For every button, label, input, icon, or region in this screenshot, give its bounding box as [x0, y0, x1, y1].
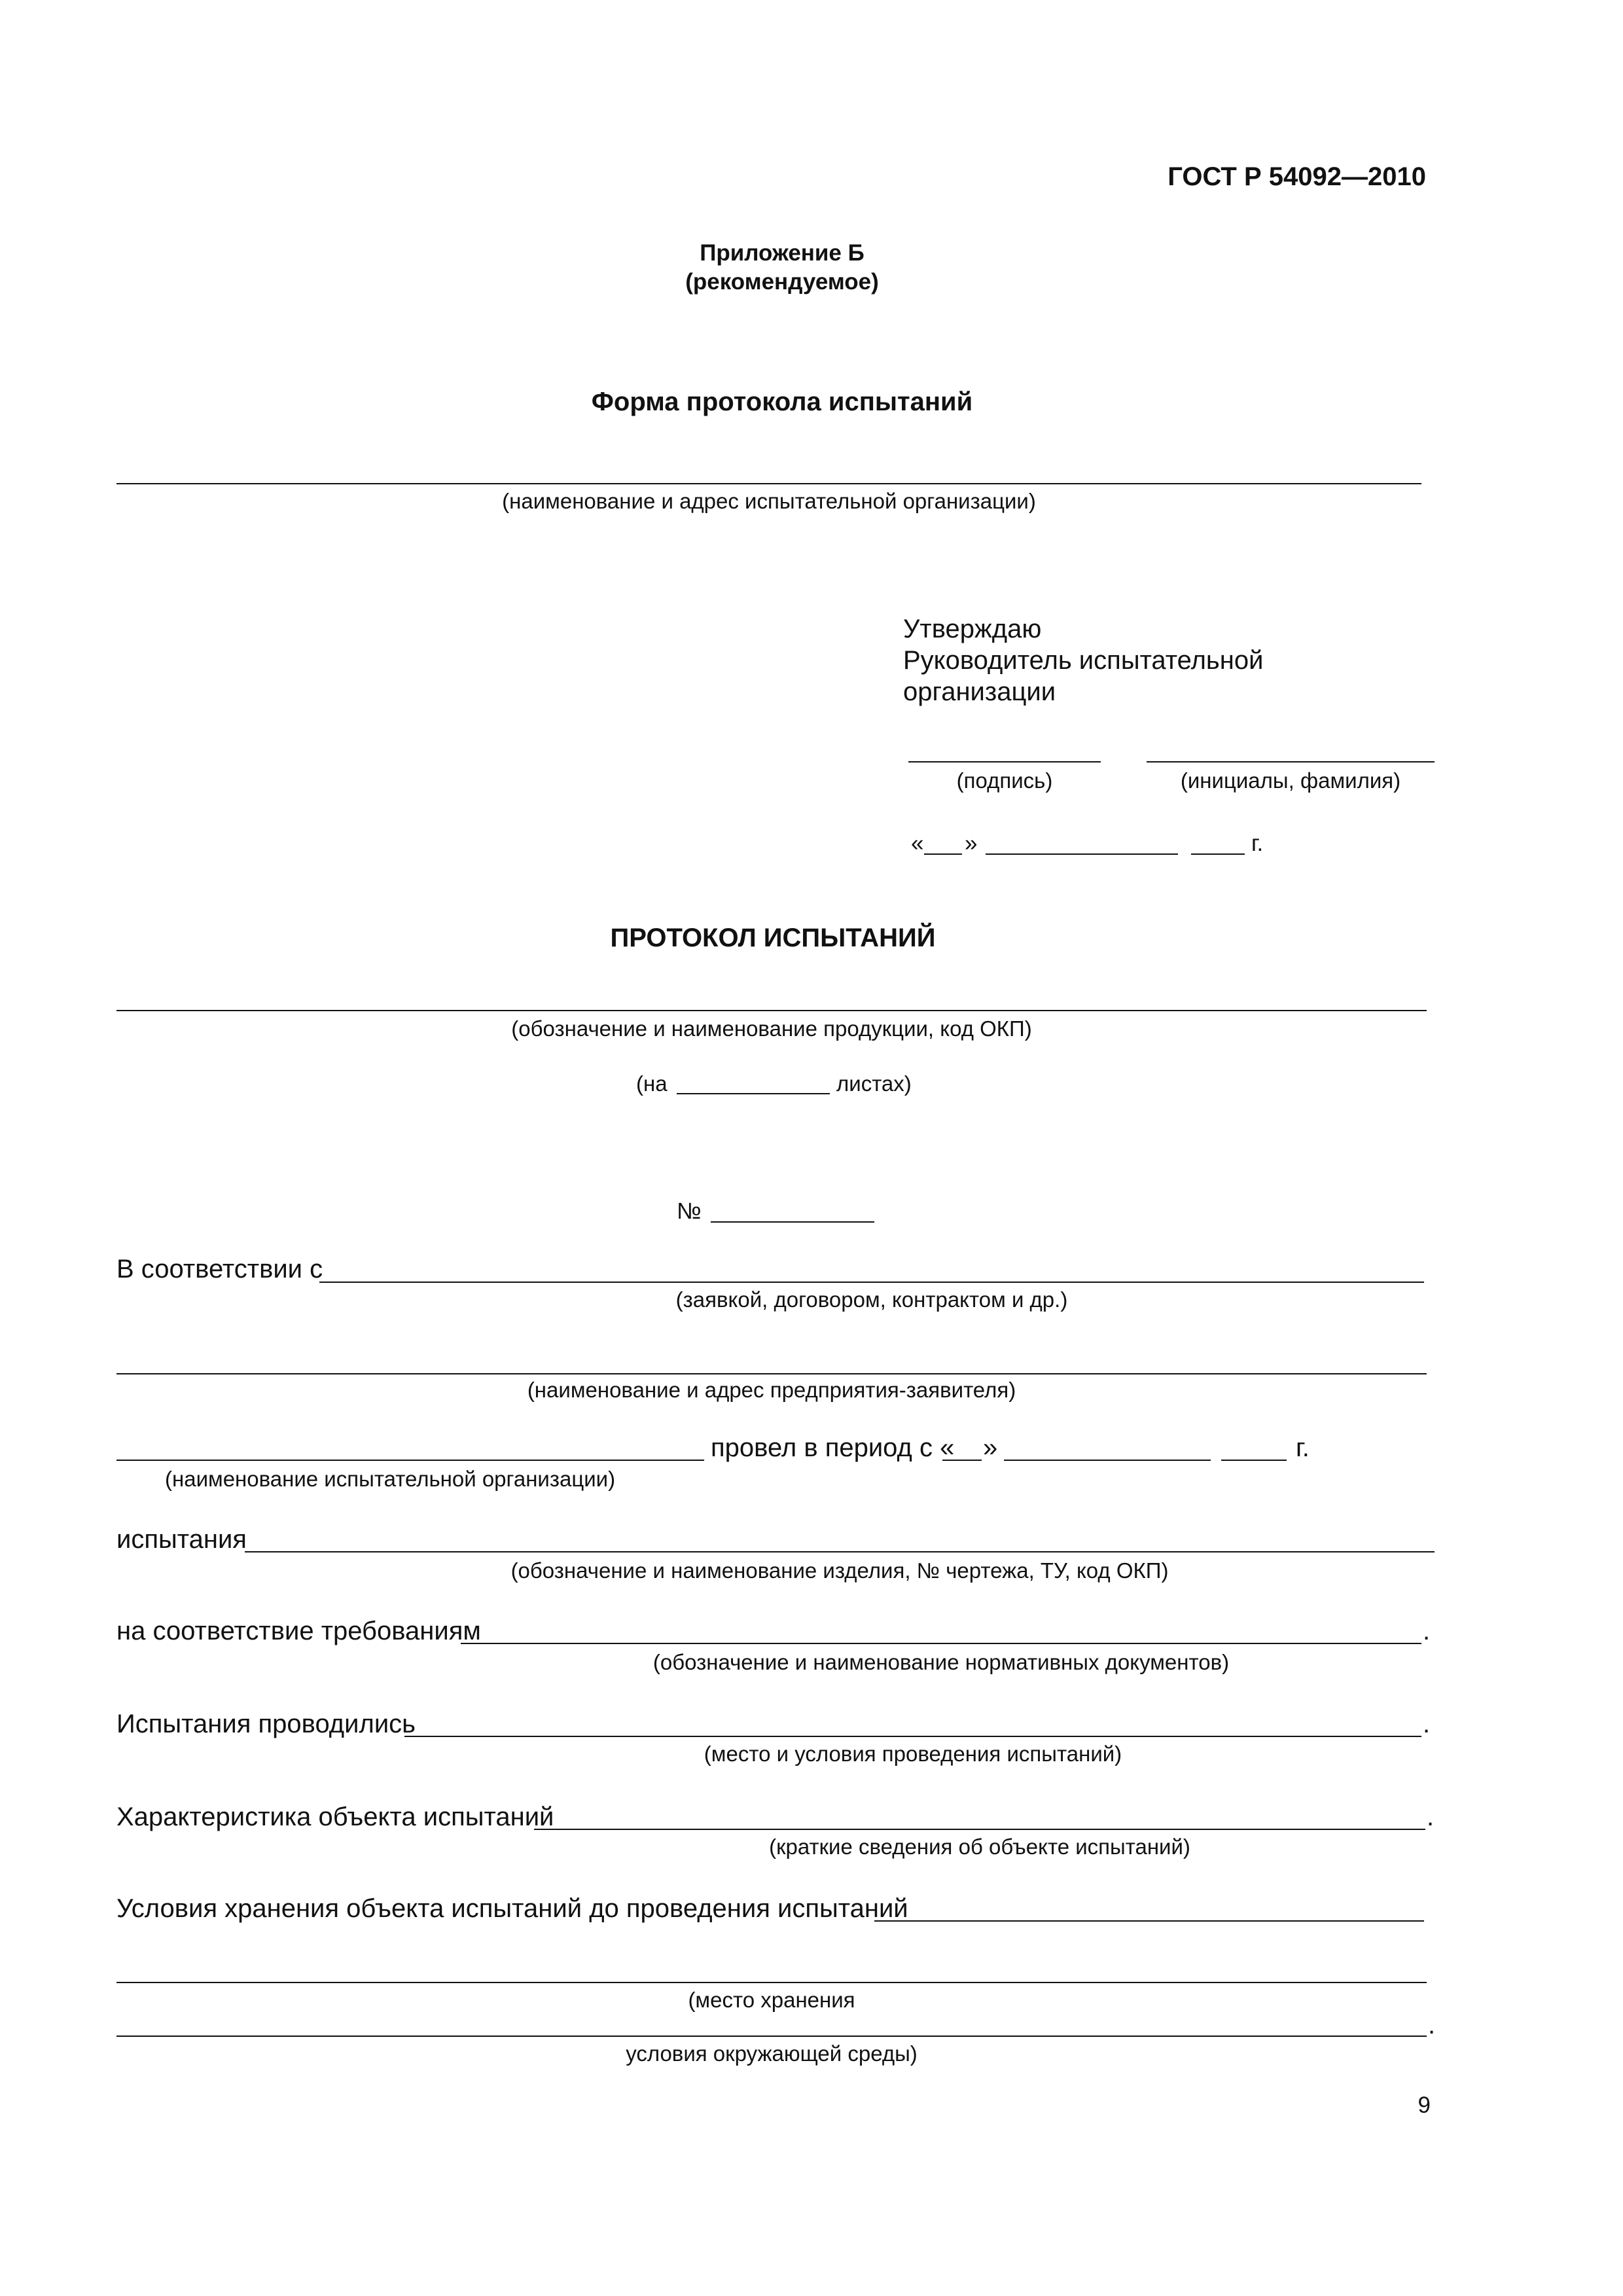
- tests-caption: (обозначение и наименование изделия, № чертежа, ТУ, код ОКП): [510, 1558, 1169, 1583]
- period-year-suffix: г.: [1296, 1433, 1310, 1462]
- org-name-line[interactable]: [116, 483, 1421, 484]
- appendix-status: (рекомендуемое): [685, 269, 879, 295]
- protocol-number-line[interactable]: [711, 1221, 874, 1223]
- storage-place-line[interactable]: [116, 1982, 1427, 1983]
- number-sign: №: [677, 1198, 702, 1224]
- conducted-label: провел в период с «: [711, 1433, 955, 1462]
- test-org-caption: (наименование испытательной организации): [165, 1467, 616, 1491]
- conducted-where-label: Испытания проводились: [116, 1710, 416, 1738]
- accordance-line[interactable]: [319, 1282, 1424, 1283]
- requirements-period: .: [1423, 1617, 1431, 1645]
- sheets-prefix: (на: [636, 1071, 668, 1096]
- object-label: Характеристика объекта испытаний: [116, 1803, 554, 1831]
- requirements-label: на соответствие требованиям: [116, 1617, 481, 1645]
- applicant-caption: (наименование и адрес предприятия-заявителя): [527, 1378, 1016, 1402]
- date-year-suffix: г.: [1251, 831, 1264, 856]
- storage-env-caption: условия окружающей среды): [626, 2041, 918, 2066]
- date-year-line[interactable]: [1191, 853, 1245, 855]
- signature-caption: (подпись): [956, 768, 1053, 793]
- protocol-title: ПРОТОКОЛ ИСПЫТАНИЙ: [610, 924, 936, 952]
- test-org-line[interactable]: [116, 1460, 704, 1461]
- form-title: Форма протокола испытаний: [591, 387, 973, 416]
- requirements-caption: (обозначение и наименование нормативных документов): [652, 1650, 1230, 1674]
- date-close-quote: »: [965, 831, 978, 856]
- requirements-line[interactable]: [461, 1643, 1421, 1644]
- applicant-line[interactable]: [116, 1373, 1427, 1374]
- object-line[interactable]: [534, 1829, 1425, 1830]
- conducted-where-caption: (место и условия проведения испытаний): [704, 1742, 1122, 1766]
- storage-env-line[interactable]: [116, 2036, 1427, 2037]
- period-close-quote: »: [983, 1433, 998, 1462]
- object-caption: (краткие сведения об объекте испытаний): [769, 1835, 1190, 1859]
- tests-label: испытания: [116, 1525, 247, 1554]
- period-month-line[interactable]: [1004, 1460, 1211, 1461]
- page-number: 9: [1418, 2092, 1431, 2118]
- org-caption: (наименование и адрес испытательной организации): [502, 489, 1036, 513]
- period-year-line[interactable]: [1221, 1460, 1287, 1461]
- date-month-line[interactable]: [986, 853, 1178, 855]
- storage-line-1[interactable]: [874, 1920, 1424, 1922]
- date-day-line[interactable]: [924, 853, 962, 855]
- tests-line[interactable]: [245, 1551, 1435, 1552]
- date-open-quote: «: [911, 831, 924, 856]
- standard-number: ГОСТ Р 54092—2010: [1168, 162, 1426, 191]
- sheets-suffix: листах): [836, 1071, 912, 1096]
- object-period: .: [1427, 1803, 1435, 1831]
- signature-line[interactable]: [908, 761, 1101, 762]
- accordance-caption: (заявкой, договором, контрактом и др.): [675, 1287, 1068, 1312]
- conducted-where-period: .: [1423, 1710, 1431, 1738]
- product-caption: (обозначение и наименование продукции, код ОКП): [511, 1016, 1032, 1041]
- conducted-where-line[interactable]: [404, 1736, 1421, 1737]
- name-caption: (инициалы, фамилия): [1180, 768, 1401, 793]
- storage-label: Условия хранения объекта испытаний до проведения испытаний: [116, 1894, 908, 1923]
- appendix-title: Приложение Б: [700, 240, 865, 266]
- accordance-label: В соответствии с: [116, 1255, 323, 1283]
- sheets-count-line[interactable]: [677, 1093, 830, 1094]
- approval-line2: Руководитель испытательной: [903, 646, 1264, 675]
- storage-env-period: .: [1428, 2011, 1436, 2039]
- name-line[interactable]: [1147, 761, 1435, 762]
- approval-line1: Утверждаю: [903, 615, 1042, 643]
- period-day-line[interactable]: [942, 1460, 982, 1461]
- product-line[interactable]: [116, 1010, 1427, 1011]
- storage-place-caption: (место хранения: [688, 1988, 855, 2012]
- approval-line3: организации: [903, 677, 1056, 706]
